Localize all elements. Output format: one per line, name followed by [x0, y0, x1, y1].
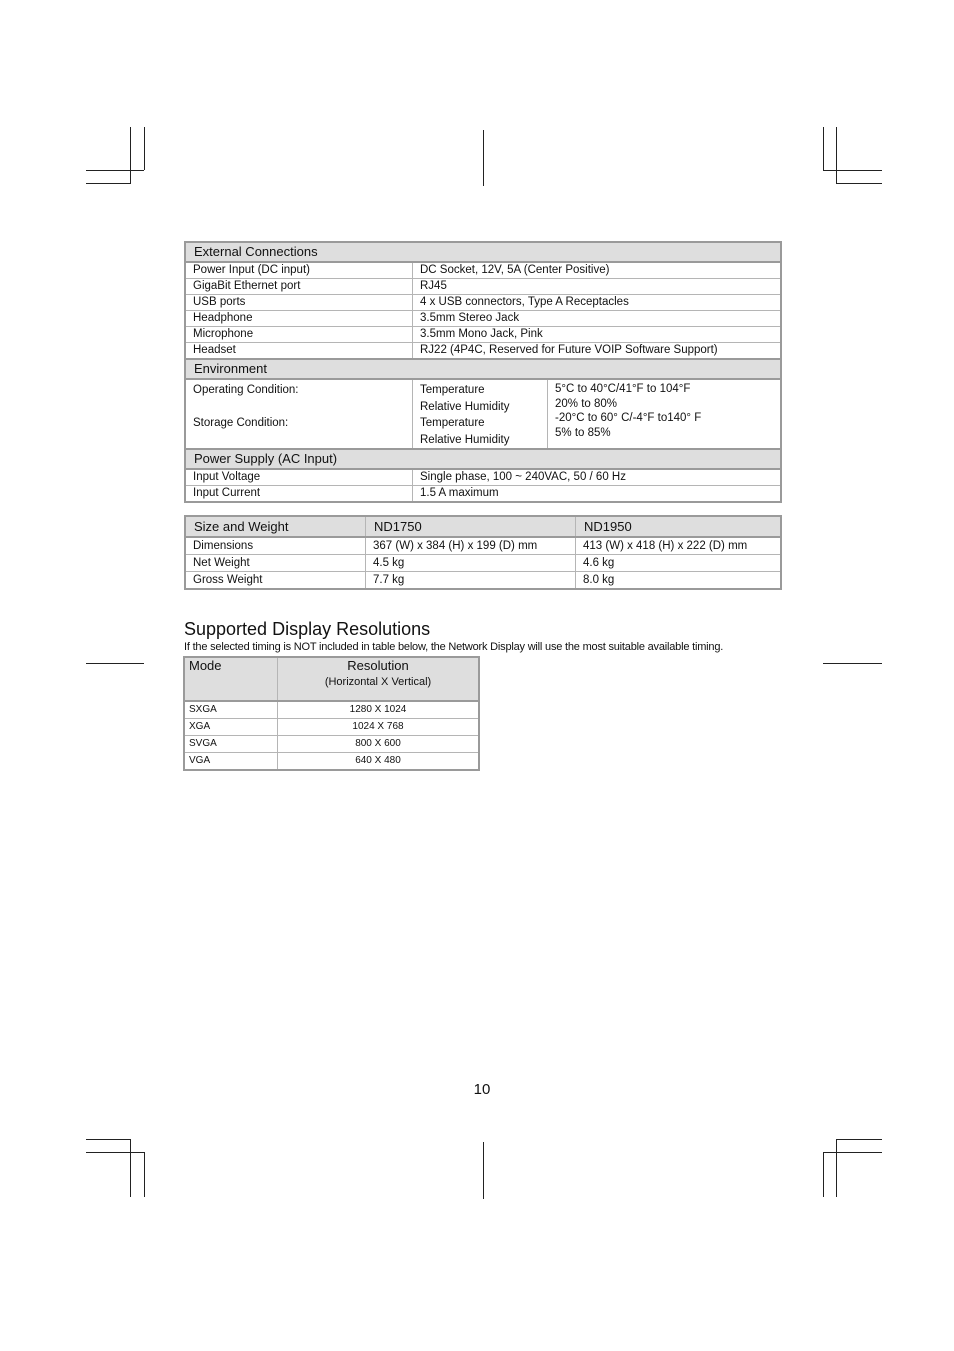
resolution-cell: 640 X 480 — [278, 753, 480, 771]
row-label: Headphone — [185, 311, 413, 327]
table-row — [184, 753, 479, 771]
row-label: Microphone — [185, 327, 413, 343]
row-value: 3.5mm Stereo Jack — [413, 311, 782, 327]
section-header-power — [185, 449, 781, 469]
table-row — [185, 295, 781, 311]
row-value: DC Socket, 12V, 5A (Center Positive) — [413, 262, 782, 279]
table-cell: 7.7 kg — [366, 572, 576, 590]
table-row — [185, 469, 781, 486]
row-label: Input Current — [185, 486, 413, 503]
param-value: 5°C to 40°C/41°F to 104°F — [555, 383, 691, 395]
table-cell: 367 (W) x 384 (H) x 199 (D) mm — [366, 537, 576, 555]
row-value: 1.5 A maximum — [413, 486, 782, 503]
spec-table — [184, 241, 782, 503]
row-label: USB ports — [185, 295, 413, 311]
row-value: RJ45 — [413, 279, 782, 295]
resolution-cell: 1024 X 768 — [278, 719, 480, 736]
section-title: Environment — [185, 359, 781, 379]
table-cell: Net Weight — [185, 555, 366, 572]
table-cell: 8.0 kg — [576, 572, 782, 590]
row-label: Power Input (DC input) — [185, 262, 413, 279]
column-header: Size and Weight — [185, 516, 366, 537]
table-row — [185, 537, 781, 555]
param-label: Temperature — [420, 384, 485, 396]
resolution-table — [183, 656, 480, 771]
table-row — [185, 572, 781, 590]
mode-cell: XGA — [184, 719, 278, 736]
column-header: ND1750 — [366, 516, 576, 537]
table-header-row — [185, 516, 781, 537]
column-header-resolution — [278, 657, 480, 701]
param-label: Temperature — [420, 417, 485, 429]
table-cell: Dimensions — [185, 537, 366, 555]
condition-params — [413, 379, 548, 449]
resolution-header-subtitle: (Horizontal X Vertical) — [324, 676, 432, 688]
section-title: Power Supply (AC Input) — [185, 449, 781, 469]
table-row — [185, 343, 781, 360]
resolution-header-title: Resolution — [347, 658, 409, 673]
section-title: External Connections — [185, 242, 781, 262]
table-row — [185, 486, 781, 503]
table-row — [185, 327, 781, 343]
row-label: Headset — [185, 343, 413, 360]
section-header-external — [185, 242, 781, 262]
table-row — [185, 262, 781, 279]
mode-cell: VGA — [184, 753, 278, 771]
column-header: ND1950 — [576, 516, 782, 537]
condition-labels — [185, 379, 413, 449]
param-value: -20°C to 60° C/-4°F to140° F — [555, 412, 702, 424]
table-row — [184, 701, 479, 719]
mode-cell: SXGA — [184, 701, 278, 719]
table-cell: 4.5 kg — [366, 555, 576, 572]
section-heading: Supported Display Resolutions — [184, 619, 431, 639]
table-row — [185, 379, 781, 449]
resolution-cell: 1280 X 1024 — [278, 701, 480, 719]
row-value: 3.5mm Mono Jack, Pink — [413, 327, 782, 343]
table-cell: 4.6 kg — [576, 555, 782, 572]
operating-condition-label: Operating Condition: — [193, 384, 299, 396]
page-number: 10 — [473, 1081, 491, 1098]
row-label: GigaBit Ethernet port — [185, 279, 413, 295]
resolution-note: If the selected timing is NOT included in table below, the Network Display will use the most suitable available timing. — [184, 641, 724, 653]
condition-values — [548, 379, 782, 449]
param-value: 20% to 80% — [555, 397, 618, 410]
column-header-mode: Mode — [184, 657, 278, 701]
table-cell: 413 (W) x 418 (H) x 222 (D) mm — [576, 537, 782, 555]
mode-cell: SVGA — [184, 736, 278, 753]
storage-condition-label: Storage Condition: — [193, 417, 289, 429]
row-label: Input Voltage — [185, 469, 413, 486]
param-label: Relative Humidity — [420, 400, 510, 413]
row-value: RJ22 (4P4C, Reserved for Future VOIP Software Support) — [413, 343, 782, 360]
table-row — [184, 736, 479, 753]
row-value: Single phase, 100 ~ 240VAC, 50 / 60 Hz — [413, 469, 782, 486]
size-weight-table — [184, 515, 782, 590]
section-header-environment — [185, 359, 781, 379]
param-value: 5% to 85% — [555, 426, 611, 439]
table-row — [185, 279, 781, 295]
param-label: Relative Humidity — [420, 433, 510, 446]
resolution-cell: 800 X 600 — [278, 736, 480, 753]
table-row — [185, 555, 781, 572]
row-value: 4 x USB connectors, Type A Receptacles — [413, 295, 782, 311]
table-row — [185, 311, 781, 327]
table-cell: Gross Weight — [185, 572, 366, 590]
table-row — [184, 719, 479, 736]
table-header-row — [184, 657, 479, 701]
